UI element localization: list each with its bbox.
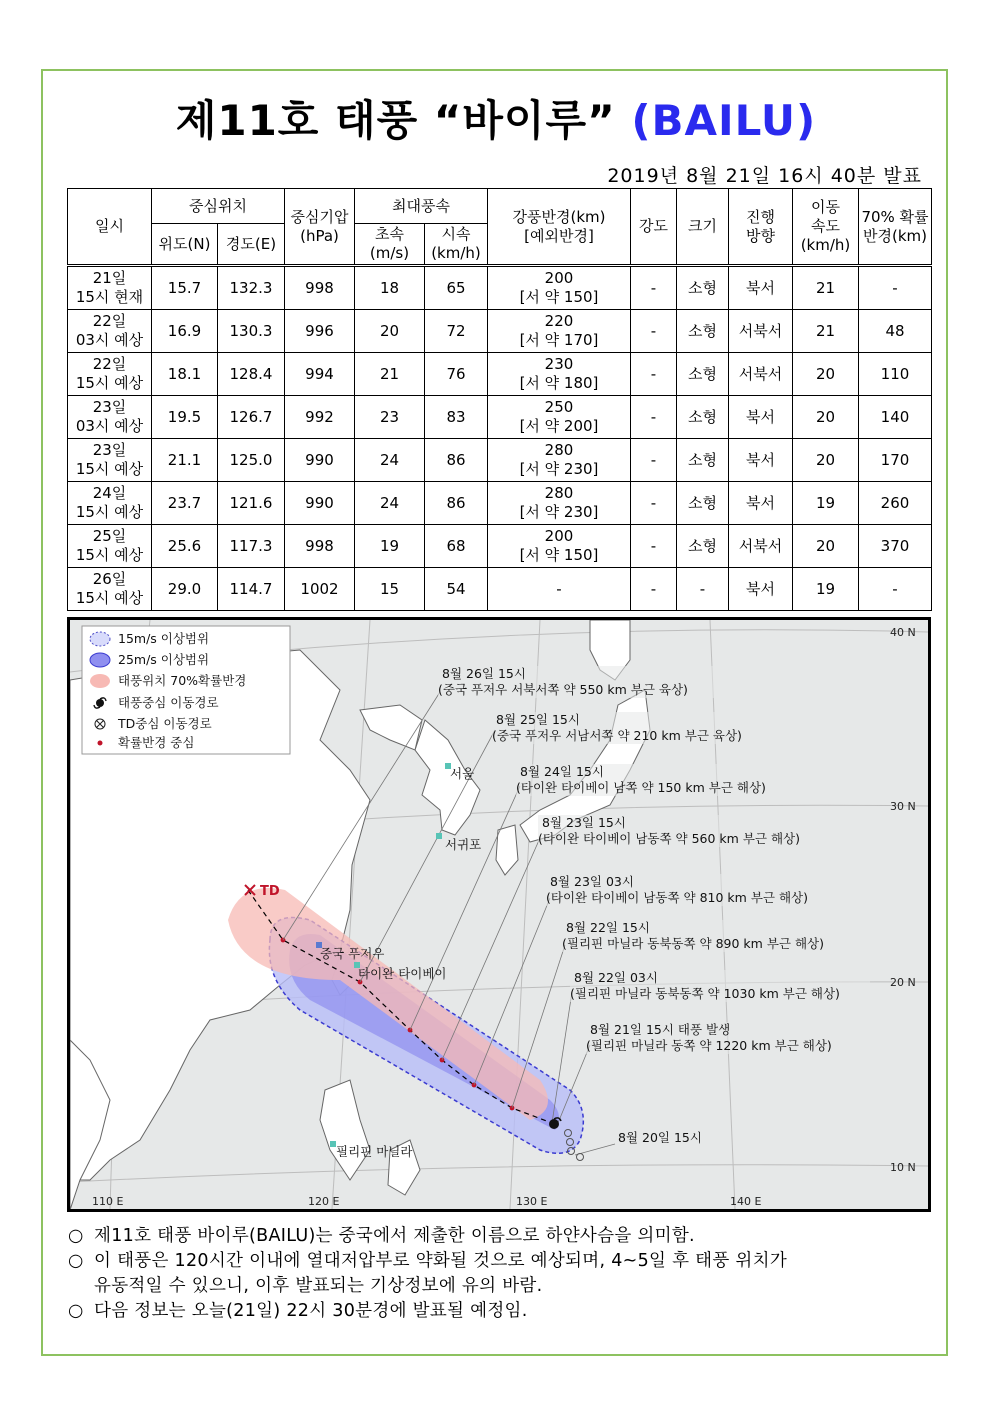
note-1: ○ 제11호 태풍 바이루(BAILU)는 중국에서 제출한 이름으로 하얀사슴을 의미함. xyxy=(68,1226,695,1246)
cell-pressure: 990 xyxy=(285,482,355,525)
cell-intensity: - xyxy=(631,439,677,482)
cell-speed: 19 xyxy=(793,482,859,525)
header-speed: 이동 속도 (km/h) xyxy=(793,189,859,266)
cell-ms: 24 xyxy=(355,482,425,525)
note-3: ○ 다음 정보는 오늘(21일) 22시 30분경에 발표될 예정임. xyxy=(68,1301,528,1321)
cell-kmh: 65 xyxy=(425,266,488,310)
cell-ms: 18 xyxy=(355,266,425,310)
header-pressure: 중심기압 (hPa) xyxy=(285,189,355,266)
cell-lon: 126.7 xyxy=(218,396,285,439)
cell-size: 소형 xyxy=(677,353,729,396)
header-ms: 초속 (m/s) xyxy=(355,224,425,266)
table-row xyxy=(68,482,932,525)
table-row xyxy=(68,310,932,353)
cell-ms: 21 xyxy=(355,353,425,396)
cell-pressure: 998 xyxy=(285,266,355,310)
cell-kmh: 54 xyxy=(425,568,488,611)
forecast-table xyxy=(67,188,932,611)
table-row xyxy=(68,525,932,568)
note-2-continued: 유동적일 수 있으니, 이후 발표되는 기상정보에 유의 바람. xyxy=(94,1276,543,1296)
cell-intensity: - xyxy=(631,482,677,525)
lat-label-30: 30 N xyxy=(890,800,916,813)
table-row xyxy=(68,266,932,310)
cell-intensity: - xyxy=(631,353,677,396)
lat-label-20: 20 N xyxy=(890,976,916,989)
cell-lat: 25.6 xyxy=(152,525,218,568)
cell-gale-radius: 280 [서 약 230] xyxy=(488,439,631,482)
past-position-label: 8월 20일 15시 xyxy=(618,1130,702,1145)
annotation-time: 8월 23일 03시 xyxy=(550,874,634,889)
cell-gale-radius: 220 [서 약 170] xyxy=(488,310,631,353)
cell-direction: 북서 xyxy=(729,568,793,611)
cell-gale-radius: 230 [서 약 180] xyxy=(488,353,631,396)
annotation-time: 8월 22일 03시 xyxy=(574,970,658,985)
cell-kmh: 72 xyxy=(425,310,488,353)
table-row xyxy=(68,396,932,439)
cell-ms: 23 xyxy=(355,396,425,439)
cell-speed: 20 xyxy=(793,525,859,568)
cell-direction: 북서 xyxy=(729,266,793,310)
cell-prob-radius: - xyxy=(859,266,932,310)
cell-size: 소형 xyxy=(677,525,729,568)
header-datetime: 일시 xyxy=(68,189,152,266)
cell-intensity: - xyxy=(631,568,677,611)
annotation-location: (중국 푸저우 서북서쪽 약 550 km 부근 육상) xyxy=(438,682,688,697)
cell-direction: 북서 xyxy=(729,439,793,482)
cell-lon: 114.7 xyxy=(218,568,285,611)
cell-speed: 21 xyxy=(793,266,859,310)
cell-direction: 북서 xyxy=(729,396,793,439)
cell-lon: 130.3 xyxy=(218,310,285,353)
header-intensity: 강도 xyxy=(631,189,677,266)
cell-kmh: 86 xyxy=(425,482,488,525)
cell-prob-radius: 48 xyxy=(859,310,932,353)
cell-lat: 21.1 xyxy=(152,439,218,482)
td-label: TD xyxy=(260,884,280,899)
cell-speed: 20 xyxy=(793,439,859,482)
cell-prob-radius: 170 xyxy=(859,439,932,482)
forecast-rows xyxy=(68,266,932,611)
cell-lat: 16.9 xyxy=(152,310,218,353)
header-kmh: 시속 (km/h) xyxy=(425,224,488,266)
cell-gale-radius: 200 [서 약 150] xyxy=(488,525,631,568)
cell-lon: 117.3 xyxy=(218,525,285,568)
annotation-time: 8월 21일 15시 태풍 발생 xyxy=(590,1022,731,1037)
cell-size: 소형 xyxy=(677,396,729,439)
cell-ms: 24 xyxy=(355,439,425,482)
annotation-location: (중국 푸저우 서남서쪽 약 210 km 부근 육상) xyxy=(492,728,742,743)
cell-prob-radius: - xyxy=(859,568,932,611)
title-english-name: (BAILU) xyxy=(631,96,817,145)
annotation-location: (필리핀 마닐라 동쪽 약 1220 km 부근 해상) xyxy=(586,1038,832,1053)
cell-ms: 20 xyxy=(355,310,425,353)
lon-label-120: 120 E xyxy=(308,1195,340,1208)
cell-size: - xyxy=(677,568,729,611)
lon-label-130: 130 E xyxy=(516,1195,548,1208)
cell-speed: 20 xyxy=(793,396,859,439)
cell-gale-radius: 200 [서 약 150] xyxy=(488,266,631,310)
cell-direction: 서북서 xyxy=(729,525,793,568)
cell-datetime: 22일 03시 예상 xyxy=(68,310,152,353)
cell-datetime: 22일 15시 예상 xyxy=(68,353,152,396)
cell-prob-radius: 370 xyxy=(859,525,932,568)
legend-25ms: 25m/s 이상범위 xyxy=(118,652,210,667)
cell-size: 소형 xyxy=(677,439,729,482)
cell-lat: 15.7 xyxy=(152,266,218,310)
cell-prob-radius: 140 xyxy=(859,396,932,439)
cell-pressure: 992 xyxy=(285,396,355,439)
legend-25ms-icon xyxy=(90,653,110,667)
cell-ms: 19 xyxy=(355,525,425,568)
annotation-time: 8월 22일 15시 xyxy=(566,920,650,935)
lon-label-140: 140 E xyxy=(730,1195,762,1208)
lat-label-40: 40 N xyxy=(890,626,916,639)
annotation-location: (타이완 타이베이 남동쪽 약 560 km 부근 해상) xyxy=(538,831,800,846)
cell-intensity: - xyxy=(631,310,677,353)
header-prob-radius: 70% 확률 반경(km) xyxy=(859,189,932,266)
cell-gale-radius: 280 [서 약 230] xyxy=(488,482,631,525)
legend-center-icon xyxy=(98,741,103,746)
header-direction: 진행 방향 xyxy=(729,189,793,266)
title-main: 제11호 태풍 “바이루” xyxy=(175,96,616,145)
cell-lon: 125.0 xyxy=(218,439,285,482)
cell-speed: 21 xyxy=(793,310,859,353)
cell-datetime: 23일 03시 예상 xyxy=(68,396,152,439)
notes xyxy=(68,1224,928,1324)
city-seoul: 서울 xyxy=(450,766,475,781)
legend-prob-icon xyxy=(90,674,110,688)
cell-pressure: 998 xyxy=(285,525,355,568)
cell-lon: 121.6 xyxy=(218,482,285,525)
lat-label-10: 10 N xyxy=(890,1161,916,1174)
cell-datetime: 21일 15시 현재 xyxy=(68,266,152,310)
cell-lon: 132.3 xyxy=(218,266,285,310)
cell-gale-radius: - xyxy=(488,568,631,611)
note-2: ○ 이 태풍은 120시간 이내에 열대저압부로 약화될 것으로 예상되며, 4~5일 후 태풍 위치가 xyxy=(68,1251,788,1271)
annotation-time: 8월 24일 15시 xyxy=(520,764,604,779)
cell-size: 소형 xyxy=(677,482,729,525)
cell-ms: 15 xyxy=(355,568,425,611)
header-max-wind: 최대풍속 xyxy=(355,189,488,224)
table-row xyxy=(68,353,932,396)
cell-datetime: 23일 15시 예상 xyxy=(68,439,152,482)
city-fuzhou: 중국 푸저우 xyxy=(320,946,385,961)
header-center-position: 중심위치 xyxy=(152,189,285,224)
legend-prob: 태풍위치 70%확률반경 xyxy=(118,673,247,688)
issue-time: 2019년 8월 21일 16시 40분 발표 xyxy=(607,165,922,187)
annotation-time: 8월 25일 15시 xyxy=(496,712,580,727)
cell-speed: 20 xyxy=(793,353,859,396)
header-lon: 경도(E) xyxy=(218,224,285,266)
city-taipei: 타이완 타이베이 xyxy=(358,966,447,981)
lon-label-110: 110 E xyxy=(92,1195,124,1208)
cell-lat: 18.1 xyxy=(152,353,218,396)
cell-size: 소형 xyxy=(677,266,729,310)
table-row xyxy=(68,568,932,611)
header-gale-radius: 강풍반경(km) [예외반경] xyxy=(488,189,631,266)
cell-kmh: 76 xyxy=(425,353,488,396)
cell-intensity: - xyxy=(631,525,677,568)
cell-speed: 19 xyxy=(793,568,859,611)
cell-prob-radius: 260 xyxy=(859,482,932,525)
cell-lat: 29.0 xyxy=(152,568,218,611)
annotation-time: 8월 26일 15시 xyxy=(442,666,526,681)
cell-intensity: - xyxy=(631,266,677,310)
legend-td: TD중심 이동경로 xyxy=(118,716,212,731)
legend-15ms: 15m/s 이상범위 xyxy=(118,631,210,646)
cell-size: 소형 xyxy=(677,310,729,353)
cell-pressure: 990 xyxy=(285,439,355,482)
cell-direction: 서북서 xyxy=(729,310,793,353)
cell-kmh: 68 xyxy=(425,525,488,568)
cell-pressure: 994 xyxy=(285,353,355,396)
legend-center: 확률반경 중심 xyxy=(118,735,195,750)
annotation-location: (타이완 타이베이 남쪽 약 150 km 부근 해상) xyxy=(516,780,766,795)
cell-gale-radius: 250 [서 약 200] xyxy=(488,396,631,439)
header-lat: 위도(N) xyxy=(152,224,218,266)
annotation-time: 8월 23일 15시 xyxy=(542,815,626,830)
legend-track: 태풍중심 이동경로 xyxy=(118,695,219,710)
cell-datetime: 26일 15시 예상 xyxy=(68,568,152,611)
cell-intensity: - xyxy=(631,396,677,439)
cell-kmh: 86 xyxy=(425,439,488,482)
cell-kmh: 83 xyxy=(425,396,488,439)
map-legend xyxy=(82,626,290,754)
cell-direction: 서북서 xyxy=(729,353,793,396)
cell-lat: 23.7 xyxy=(152,482,218,525)
annotation-location: (필리핀 마닐라 동북동쪽 약 890 km 부근 해상) xyxy=(562,936,824,951)
probability-cone xyxy=(228,888,548,1120)
annotation-location: (타이완 타이베이 남동쪽 약 810 km 부근 해상) xyxy=(546,890,808,905)
cell-datetime: 25일 15시 예상 xyxy=(68,525,152,568)
legend-15ms-icon xyxy=(90,632,110,646)
table-row xyxy=(68,439,932,482)
annotation-location: (필리핀 마닐라 동북동쪽 약 1030 km 부근 해상) xyxy=(570,986,840,1001)
typhoon-track-map xyxy=(67,617,931,1212)
cell-pressure: 1002 xyxy=(285,568,355,611)
page-title xyxy=(0,88,992,148)
cell-pressure: 996 xyxy=(285,310,355,353)
cell-lon: 128.4 xyxy=(218,353,285,396)
cell-lat: 19.5 xyxy=(152,396,218,439)
cell-prob-radius: 110 xyxy=(859,353,932,396)
city-manila: 필리핀 마닐라 xyxy=(336,1144,413,1159)
city-seogwipo: 서귀포 xyxy=(445,837,482,852)
cell-direction: 북서 xyxy=(729,482,793,525)
cell-datetime: 24일 15시 예상 xyxy=(68,482,152,525)
header-size: 크기 xyxy=(677,189,729,266)
